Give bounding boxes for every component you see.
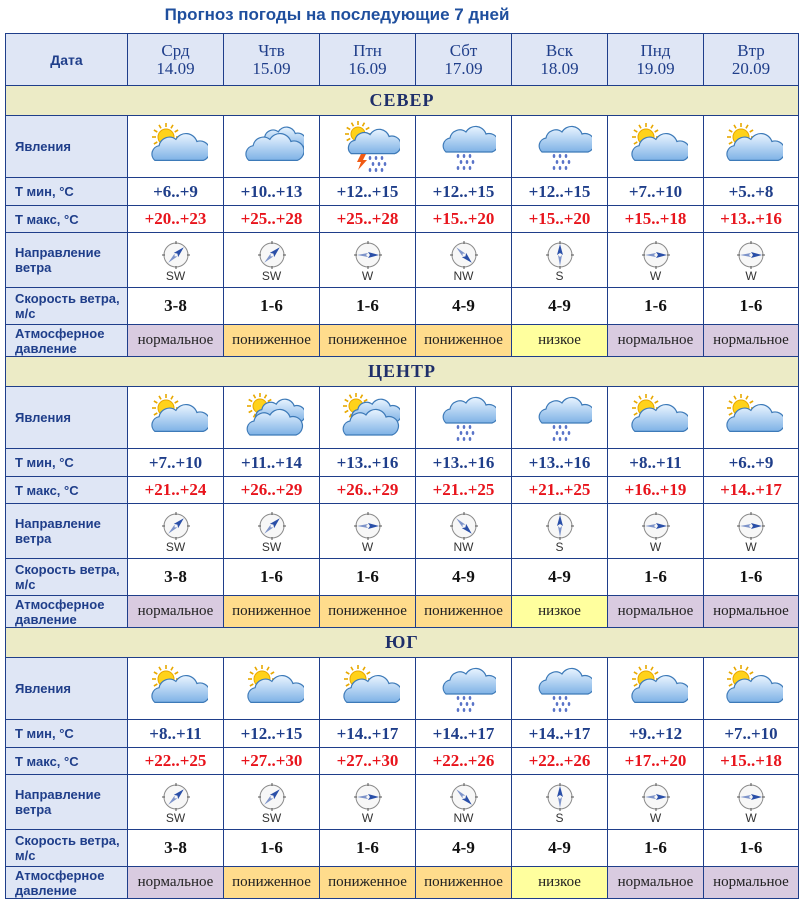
wind-compass-icon [224,240,319,270]
wind-direction-row [6,233,799,288]
pressure-row [6,867,799,899]
region-title: СЕВЕР [6,86,799,116]
wind-compass-icon [416,240,511,270]
wind-speed-label: Скорость ветра, м/с [6,830,128,867]
tmax-row [6,477,799,504]
weather-cell [320,116,416,178]
wind-direction-cell [512,504,608,559]
tmin-value: +6..+9 [128,178,224,206]
wind-direction-value: SW [165,810,186,825]
tmax-value: +21..+24 [128,477,224,504]
tmin-label: Т мин, °С [6,720,128,748]
sun-clouds-icon [320,391,415,445]
tmin-value: +12..+15 [224,720,320,748]
weather-cell [704,387,799,449]
tmin-row [6,449,799,477]
pressure-value: нормальное [128,867,224,899]
wind-direction-value: S [555,810,564,825]
wind-speed-value: 3-8 [128,559,224,596]
tmax-value: +15..+18 [608,206,704,233]
date-header-label: Дата [6,34,128,86]
tmax-row [6,206,799,233]
wind-speed-value: 3-8 [128,830,224,867]
wind-direction-cell [128,233,224,288]
tmax-value: +21..+25 [416,477,512,504]
phenomena-label: Явления [6,116,128,178]
tmax-row [6,748,799,775]
tmax-value: +22..+26 [512,748,608,775]
weather-cell [320,658,416,720]
tmax-value: +27..+30 [224,748,320,775]
pressure-value: нормальное [608,867,704,899]
partly-cloudy-icon [320,662,415,716]
sun-clouds-icon [224,391,319,445]
tmax-label: Т макс, °С [6,748,128,775]
wind-direction-cell [512,233,608,288]
wind-direction-value: W [649,539,662,554]
wind-direction-cell [320,504,416,559]
wind-direction-cell [512,775,608,830]
tmin-value: +5..+8 [704,178,799,206]
pressure-value: пониженное [320,867,416,899]
weather-cell [608,658,704,720]
partly-cloudy-icon [608,391,703,445]
weather-cell [416,658,512,720]
tmin-value: +12..+15 [416,178,512,206]
day-header [320,34,416,86]
partly-cloudy-icon [704,662,798,716]
pressure-value: низкое [512,596,608,628]
phenomena-row [6,387,799,449]
date-header-row [6,34,799,86]
wind-compass-icon [704,511,798,541]
wind-speed-value: 4-9 [416,559,512,596]
tmin-value: +9..+12 [608,720,704,748]
wind-direction-cell [224,775,320,830]
partly-cloudy-icon [704,391,798,445]
wind-direction-value: W [745,268,757,283]
wind-direction-value: W [745,539,757,554]
weather-cell [608,387,704,449]
day-header [608,34,704,86]
page-title [0,5,800,31]
tmin-value: +6..+9 [704,449,799,477]
pressure-value: нормальное [128,325,224,357]
wind-speed-row [6,288,799,325]
wind-direction-label: Направление ветра [6,504,128,559]
wind-speed-value: 1-6 [704,559,799,596]
region-row [6,86,799,116]
tmax-value: +15..+20 [512,206,608,233]
wind-speed-label: Скорость ветра, м/с [6,559,128,596]
wind-speed-value: 1-6 [608,559,704,596]
region-title: ЦЕНТР [6,357,799,387]
wind-direction-value: W [649,810,662,825]
tmin-row [6,720,799,748]
wind-compass-icon [320,511,415,541]
pressure-value: пониженное [224,867,320,899]
tmin-value: +13..+16 [320,449,416,477]
tmin-value: +12..+15 [320,178,416,206]
cloudy-icon [224,120,319,174]
phenomena-row [6,116,799,178]
pressure-value: нормальное [608,596,704,628]
wind-compass-icon [608,782,703,812]
region-title: ЮГ [6,628,799,658]
pressure-value: пониженное [320,325,416,357]
pressure-value: нормальное [128,596,224,628]
wind-direction-value: NW [453,539,474,554]
wind-compass-icon [320,782,415,812]
tmax-label: Т макс, °С [6,477,128,504]
wind-direction-cell [128,504,224,559]
tmax-value: +26..+29 [320,477,416,504]
wind-compass-icon [224,782,319,812]
partly-cloudy-icon [128,120,223,174]
wind-direction-cell [320,233,416,288]
tmax-value: +25..+28 [224,206,320,233]
day-date: 18.09 [540,58,579,78]
tmax-label: Т макс, °С [6,206,128,233]
wind-direction-value: W [361,268,374,283]
partly-cloudy-icon [704,120,798,174]
wind-direction-value: W [745,810,757,825]
weather-cell [128,116,224,178]
weather-cell [320,387,416,449]
partly-cloudy-icon [128,662,223,716]
wind-direction-cell [416,775,512,830]
tmax-value: +26..+29 [224,477,320,504]
day-name: Срд [161,40,190,60]
wind-compass-icon [608,511,703,541]
cloud-rain-icon [512,120,607,174]
weather-cell [512,658,608,720]
weather-cell [608,116,704,178]
wind-speed-label: Скорость ветра, м/с [6,288,128,325]
wind-direction-value: SW [165,268,186,283]
thunderstorm-rain-icon [320,120,415,174]
tmax-value: +17..+20 [608,748,704,775]
weather-cell [224,658,320,720]
wind-direction-cell [320,775,416,830]
wind-direction-value: SW [261,539,282,554]
tmin-value: +7..+10 [128,449,224,477]
wind-direction-row [6,775,799,830]
cloud-rain-icon [416,120,511,174]
phenomena-row [6,658,799,720]
wind-direction-cell [608,233,704,288]
wind-direction-cell [224,233,320,288]
pressure-value: нормальное [704,867,799,899]
tmax-value: +15..+20 [416,206,512,233]
pressure-value: пониженное [416,867,512,899]
day-name: Вск [545,40,574,60]
wind-speed-row [6,559,799,596]
wind-speed-value: 1-6 [704,830,799,867]
day-name: Чтв [258,40,285,60]
wind-direction-value: S [555,539,564,554]
tmin-value: +14..+17 [320,720,416,748]
tmin-value: +7..+10 [608,178,704,206]
wind-direction-value: W [361,810,374,825]
weather-cell [704,116,799,178]
wind-direction-value: W [649,268,662,283]
day-header [512,34,608,86]
day-date: 14.09 [156,58,195,78]
tmin-label: Т мин, °С [6,178,128,206]
wind-direction-cell [608,504,704,559]
wind-speed-value: 4-9 [512,559,608,596]
wind-direction-value: SW [261,268,282,283]
weather-cell [512,116,608,178]
weather-cell [128,387,224,449]
wind-speed-value: 4-9 [416,288,512,325]
day-name: Втр [737,40,765,60]
cloud-rain-icon [416,662,511,716]
pressure-value: нормальное [704,325,799,357]
pressure-value: пониженное [224,325,320,357]
weather-cell [128,658,224,720]
day-name: Сбт [449,40,478,60]
wind-compass-icon [128,782,223,812]
pressure-value: низкое [512,867,608,899]
weather-cell [704,658,799,720]
pressure-value: пониженное [416,325,512,357]
wind-direction-label: Направление ветра [6,775,128,830]
tmin-value: +14..+17 [512,720,608,748]
tmin-value: +7..+10 [704,720,799,748]
wind-direction-cell [128,775,224,830]
pressure-label: Атмосферное давление [6,867,128,899]
tmax-value: +14..+17 [704,477,799,504]
day-date: 19.09 [636,58,675,78]
pressure-label: Атмосферное давление [6,325,128,357]
phenomena-label: Явления [6,387,128,449]
phenomena-label: Явления [6,658,128,720]
wind-compass-icon [320,240,415,270]
partly-cloudy-icon [608,120,703,174]
wind-speed-value: 4-9 [512,830,608,867]
tmax-value: +22..+25 [128,748,224,775]
tmax-value: +27..+30 [320,748,416,775]
weather-cell [512,387,608,449]
cloud-rain-icon [416,391,511,445]
day-header [416,34,512,86]
day-header [224,34,320,86]
tmin-value: +14..+17 [416,720,512,748]
wind-direction-cell [704,504,799,559]
day-header [128,34,224,86]
partly-cloudy-icon [224,662,319,716]
wind-direction-cell [608,775,704,830]
page-title-text: Прогноз погоды на последующие 7 дней [164,5,510,24]
wind-direction-value: SW [261,810,282,825]
wind-compass-icon [512,511,607,541]
region-row [6,357,799,387]
wind-speed-value: 1-6 [320,559,416,596]
wind-speed-row [6,830,799,867]
tmin-value: +11..+14 [224,449,320,477]
tmax-value: +13..+16 [704,206,799,233]
pressure-label: Атмосферное давление [6,596,128,628]
tmin-value: +12..+15 [512,178,608,206]
day-name: Пнд [640,40,671,60]
wind-compass-icon [608,240,703,270]
pressure-row [6,325,799,357]
day-date: 16.09 [348,58,387,78]
wind-speed-value: 4-9 [416,830,512,867]
tmin-value: +8..+11 [128,720,224,748]
pressure-value: пониженное [320,596,416,628]
wind-speed-value: 3-8 [128,288,224,325]
wind-direction-cell [704,233,799,288]
wind-compass-icon [128,240,223,270]
tmax-value: +20..+23 [128,206,224,233]
wind-compass-icon [416,782,511,812]
weather-cell [224,387,320,449]
wind-compass-icon [224,511,319,541]
cloud-rain-icon [512,662,607,716]
cloud-rain-icon [512,391,607,445]
wind-speed-value: 1-6 [224,830,320,867]
region-row [6,628,799,658]
day-date: 20.09 [731,58,771,78]
wind-speed-value: 4-9 [512,288,608,325]
wind-direction-value: NW [453,810,474,825]
wind-speed-value: 1-6 [608,288,704,325]
wind-speed-value: 1-6 [320,830,416,867]
tmax-value: +22..+26 [416,748,512,775]
wind-compass-icon [704,782,798,812]
pressure-value: нормальное [704,596,799,628]
wind-direction-value: NW [453,268,474,283]
wind-speed-value: 1-6 [224,288,320,325]
wind-direction-value: W [361,539,374,554]
weather-cell [416,387,512,449]
wind-compass-icon [128,511,223,541]
weather-cell [416,116,512,178]
day-date: 17.09 [444,58,483,78]
pressure-row [6,596,799,628]
tmax-value: +21..+25 [512,477,608,504]
wind-speed-value: 1-6 [320,288,416,325]
wind-compass-icon [416,511,511,541]
tmin-value: +10..+13 [224,178,320,206]
tmax-value: +16..+19 [608,477,704,504]
wind-direction-label: Направление ветра [6,233,128,288]
day-name: Птн [353,40,382,60]
wind-compass-icon [512,240,607,270]
tmax-value: +15..+18 [704,748,799,775]
wind-direction-cell [416,233,512,288]
tmax-value: +25..+28 [320,206,416,233]
wind-direction-value: SW [165,539,186,554]
tmin-value: +13..+16 [512,449,608,477]
wind-compass-icon [512,782,607,812]
forecast-table [5,33,799,899]
day-date: 15.09 [252,58,291,78]
wind-speed-value: 1-6 [704,288,799,325]
pressure-value: низкое [512,325,608,357]
partly-cloudy-icon [128,391,223,445]
tmin-value: +8..+11 [608,449,704,477]
wind-direction-row [6,504,799,559]
wind-direction-cell [224,504,320,559]
tmin-row [6,178,799,206]
pressure-value: нормальное [608,325,704,357]
partly-cloudy-icon [608,662,703,716]
wind-direction-cell [704,775,799,830]
tmin-label: Т мин, °С [6,449,128,477]
weather-cell [224,116,320,178]
wind-speed-value: 1-6 [224,559,320,596]
pressure-value: пониженное [416,596,512,628]
wind-direction-cell [416,504,512,559]
day-header [704,34,799,86]
wind-direction-value: S [555,268,564,283]
pressure-value: пониженное [224,596,320,628]
wind-compass-icon [704,240,798,270]
wind-speed-value: 1-6 [608,830,704,867]
tmin-value: +13..+16 [416,449,512,477]
